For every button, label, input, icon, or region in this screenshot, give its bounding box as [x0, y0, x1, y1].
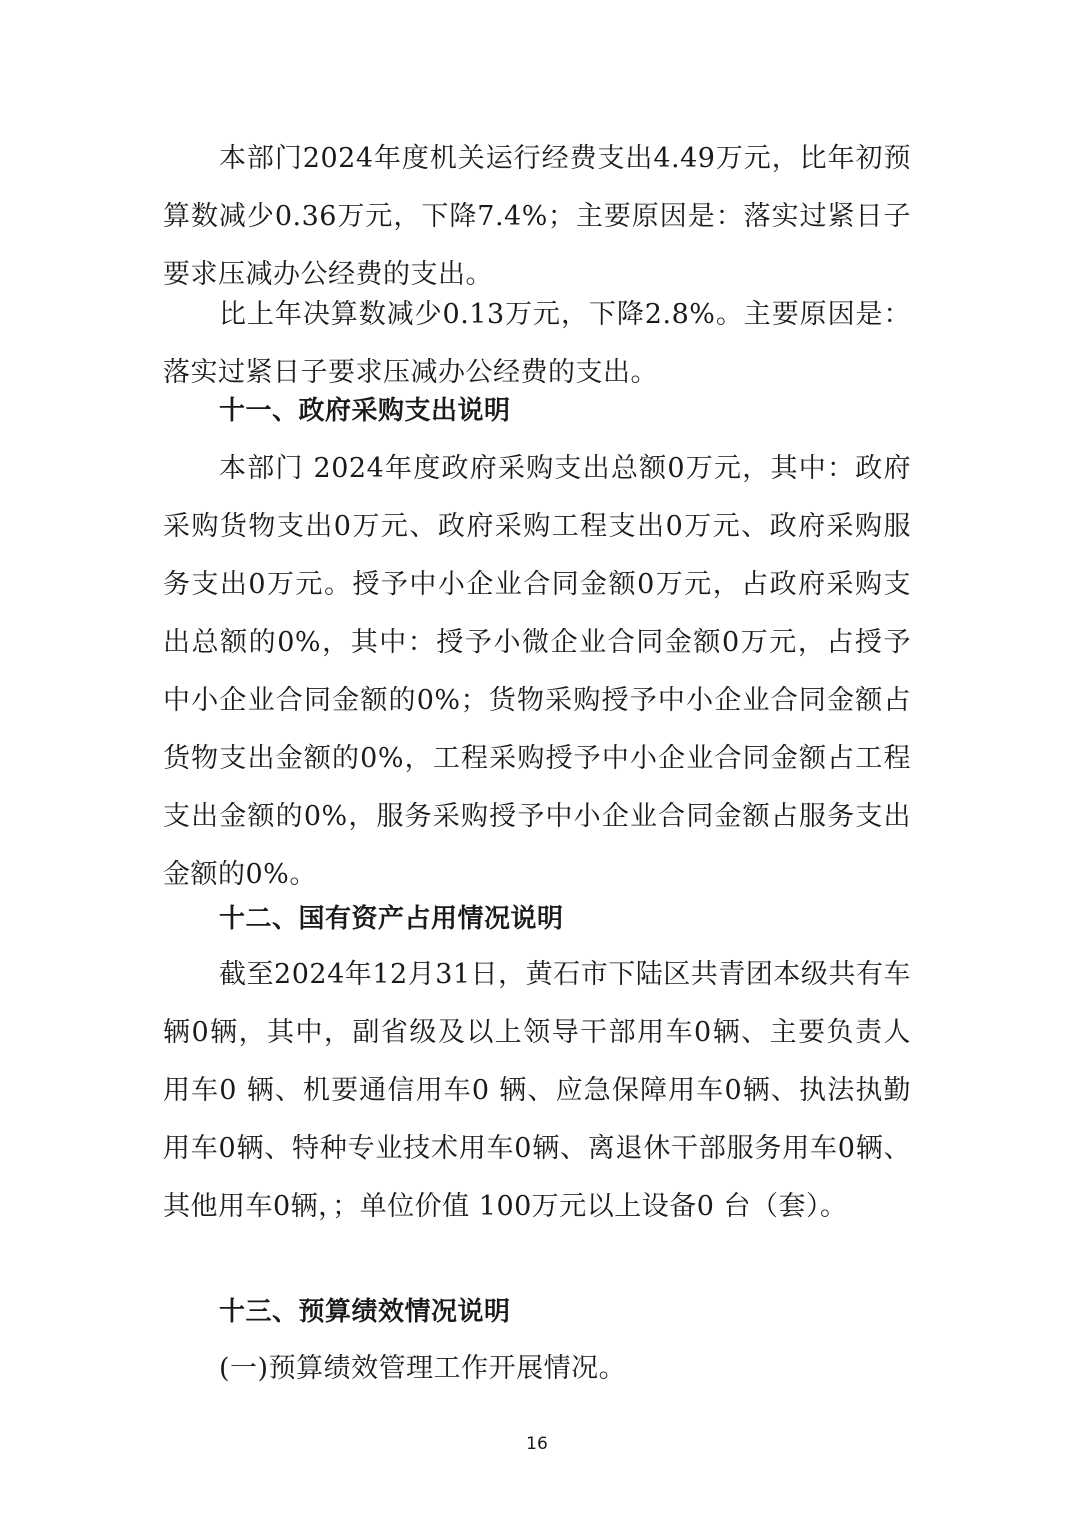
paragraph-procurement: 本部门 2024年度政府采购支出总额0万元，其中：政府采购货物支出0万元、政府采购工程支出0万元、政府采购服务支出0万元。授予中小企业合同金额0万元，占政府采购支出总额的0%，其中：授予小微企业合同金额0万元，占授予中小企业合同金额的0%；货物采购授予中小企业合同金额占货物支出金额的0%，工程采购授予中小企业合同金额占工程支出金额的0%，服务采购授予中小企业合同金额占服务支出金额的0%。 — [163, 453, 911, 890]
page-number: 16 — [526, 1434, 548, 1454]
paragraph-prior-year-comparison: 比上年决算数减少0.13万元，下降2.8%。主要原因是：落实过紧日子要求压减办公经费的支出。 — [163, 299, 911, 388]
section-heading-performance: 十三、预算绩效情况说明 — [219, 1297, 511, 1327]
paragraph-operating-expenses: 本部门2024年度机关运行经费支出4.49万元，比年初预算数减少0.36万元，下降7.4%；主要原因是：落实过紧日子要求压减办公经费的支出。 — [163, 143, 911, 290]
paragraph-state-assets: 截至2024年12月31日，黄石市下陆区共青团本级共有车辆0辆，其中，副省级及以上领导干部用车0辆、主要负责人用车0 辆、机要通信用车0 辆、应急保障用车0辆、执法执勤用车0辆、特种专业技术用车0辆、离退休干部服务用车0辆、其他用车0辆，；单位价值 100万元以上设备0 台（套）。 — [163, 959, 911, 1222]
section-heading-procurement: 十一、政府采购支出说明 — [219, 396, 511, 426]
section-heading-state-assets: 十二、国有资产占用情况说明 — [219, 904, 564, 934]
subsection-heading-performance-management: (一)预算绩效管理工作开展情况。 — [219, 1353, 627, 1384]
